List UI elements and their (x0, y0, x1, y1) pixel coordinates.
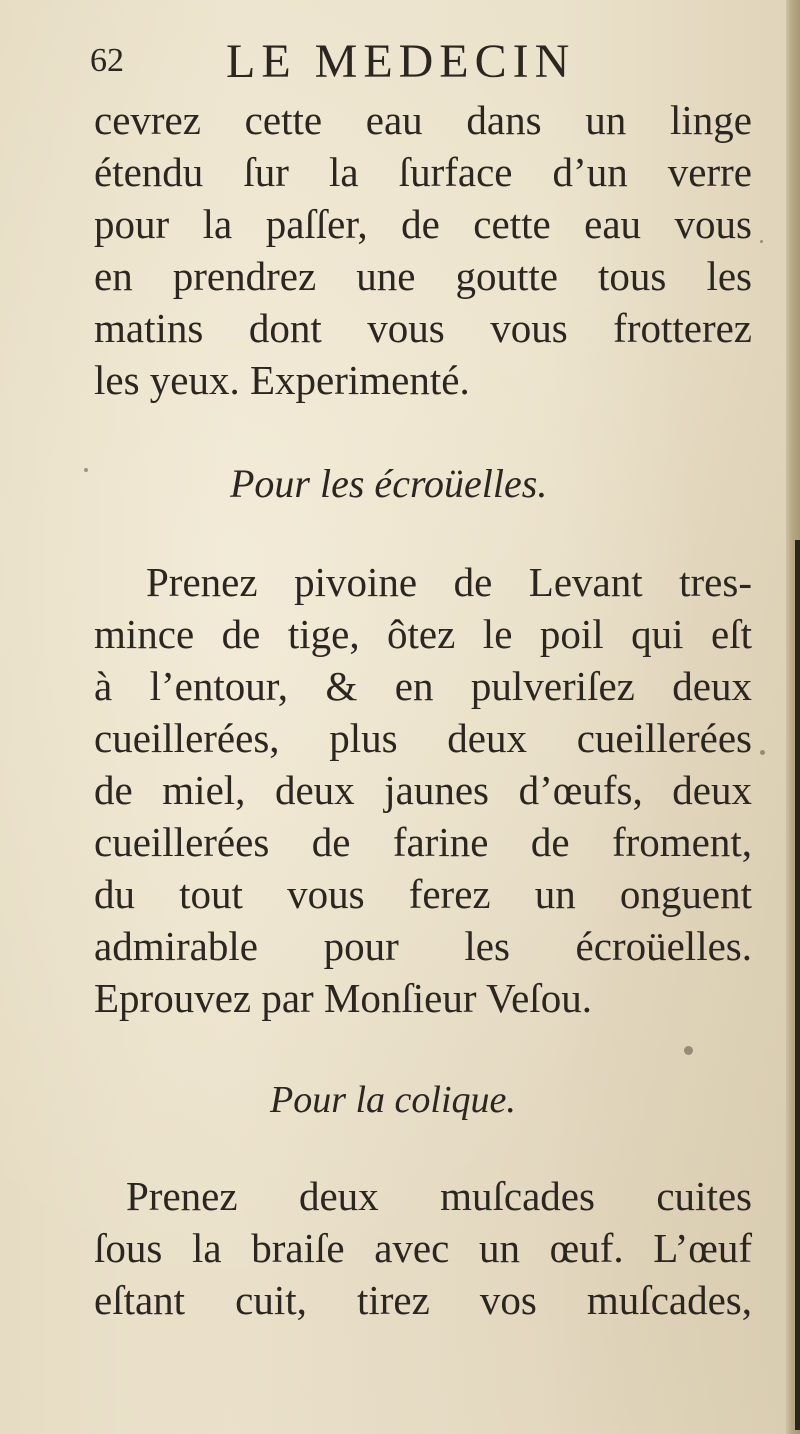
text-line: Prenez pivoine de Levant tres- (146, 559, 752, 605)
paper-speck (760, 240, 763, 243)
paper-speck (684, 1046, 693, 1055)
text-line: pour la paſſer, de cette eau vous (94, 201, 752, 247)
text-line: à l’entour, & en pulveriſez deux (94, 663, 752, 709)
page-number: 62 (90, 42, 124, 79)
text-line: eſtant cuit, tirez vos muſcades, (94, 1277, 752, 1323)
page-header (90, 34, 770, 94)
text-line: les yeux. Experimenté. (94, 357, 470, 403)
text-line: ſous la braiſe avec un œuf. L’œuf (94, 1225, 752, 1271)
text-line: matins dont vous vous frotterez (94, 305, 752, 351)
text-line: cevrez cette eau dans un linge (94, 97, 752, 143)
page-edge-shadow (795, 540, 800, 1430)
section-heading-colique: Pour la colique. (270, 1079, 516, 1121)
paper-speck (760, 750, 765, 755)
text-line: du tout vous ferez un onguent (94, 871, 752, 917)
paper-speck (84, 468, 88, 472)
text-line: cueillerées de farine de froment, (94, 819, 752, 865)
text-line: admirable pour les écroüelles. (94, 923, 752, 969)
text-line: mince de tige, ôtez le poil qui eſt (94, 611, 752, 657)
text-line: en prendrez une goutte tous les (94, 253, 752, 299)
text-line: de miel, deux jaunes d’œufs, deux (94, 767, 752, 813)
text-line: Eprouvez par Monſieur Veſou. (94, 975, 592, 1021)
text-line: étendu ſur la ſurface d’un verre (94, 149, 752, 195)
section-heading-ecrouelles: Pour les écroüelles. (230, 461, 548, 506)
text-line: cueillerées, plus deux cueillerées (94, 715, 752, 761)
running-title: LE MEDECIN (226, 35, 576, 88)
text-line: Prenez deux muſcades cuites (126, 1173, 752, 1219)
